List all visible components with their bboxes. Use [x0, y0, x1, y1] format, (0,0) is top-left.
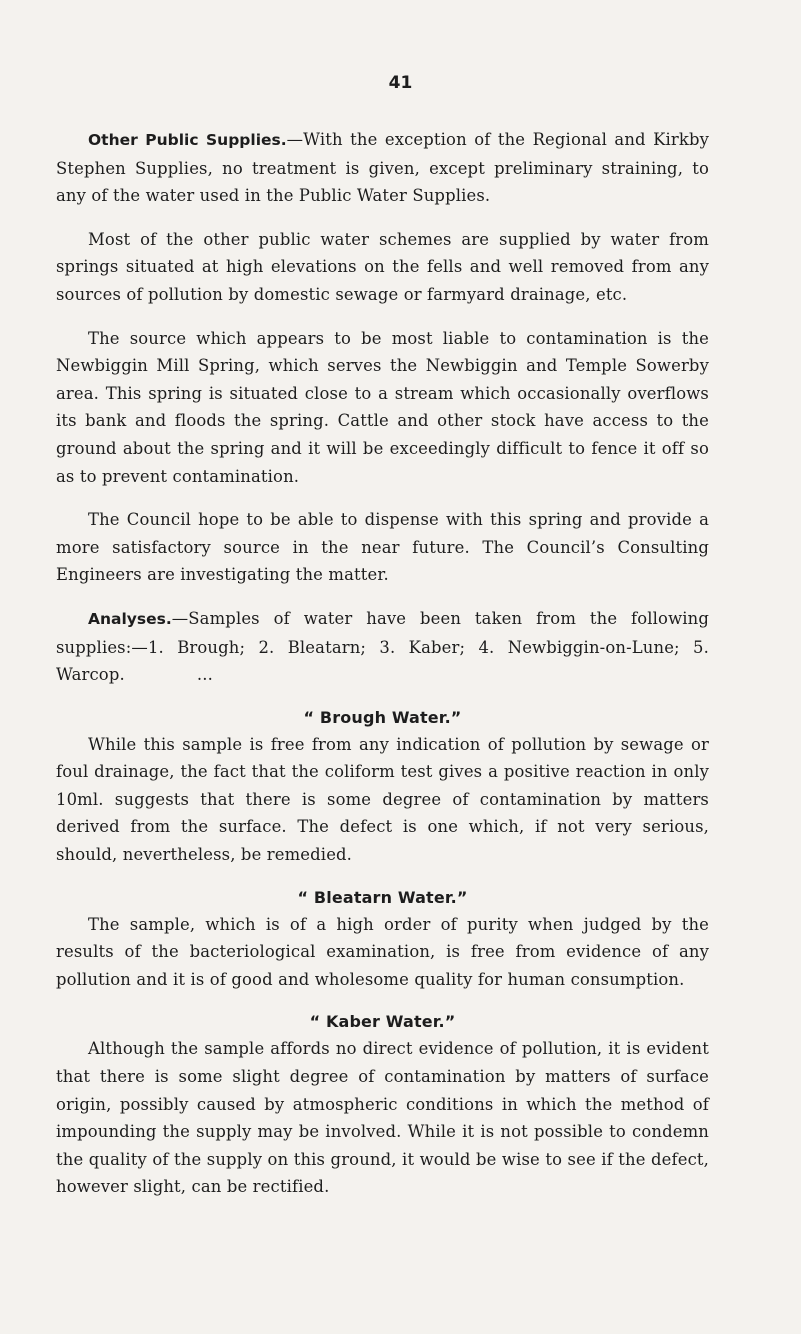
paragraph-other-public-supplies: [56, 126, 709, 210]
run-in-heading-analyses: Analyses.: [88, 609, 172, 628]
paragraph-bleatarn-water: [56, 911, 709, 994]
paragraph-analyses: [56, 605, 709, 689]
paragraph-text: The sample, which is of a high order of purity when judged by the results of the bacteriological examination, is free from evidence of any pollution and it is of good and wholesome quality for human consumption.: [56, 914, 709, 989]
ellipsis-mark: ...: [196, 665, 213, 685]
paragraph-text: —Samples of water have been taken from the following supplies:—1. Brough; 2. Bleatarn; 3. Kaber; 4. Newbiggin-on-Lune; 5. Warcop.: [56, 608, 709, 685]
paragraph-text: The Council hope to be able to dispense with this spring and provide a more satisfactory source in the near future. The Council’s Consulting Engineers are investigating the matter.: [56, 510, 709, 585]
subheading-brough-water: “ Brough Water.”: [303, 707, 462, 727]
paragraph-text: Although the sample affords no direct evidence of pollution, it is evident that there is some slight degree of contamination by matters of surface origin, possibly caused by atmospheric conditions in which the method of impounding the supply may be involved. While it is not possible to condemn the quality of the supply on this ground, it would be wise to see if the defect, however slight, can be rectified.: [56, 1039, 709, 1197]
paragraph-text: While this sample is free from any indication of pollution by sewage or foul drainage, the fact that the coliform test gives a positive reaction in only 10ml. suggests that there is some degree of contamination by matters derived from the surface. The defect is one which, if not very serious, should, nevertheless, be remedied.: [56, 734, 709, 865]
paragraph-kaber-water: [56, 1035, 709, 1201]
paragraph-brough-water: [56, 731, 709, 869]
page-content: [56, 126, 709, 1201]
page-number: 41: [388, 73, 413, 93]
paragraph-newbiggin-mill-spring: [56, 325, 709, 491]
paragraph-text: The source which appears to be most liable to contamination is the Newbiggin Mill Spring, which serves the Newbiggin and Temple Sowerby area. This spring is situated close to a stream which occasionally overflows its bank and floods the spring. Cattle and other stock have access to the ground about the spring and it will be exceedingly difficult to fence it off so as to prevent contamination.: [56, 328, 709, 486]
paragraph-other-schemes: [56, 226, 709, 309]
paragraph-council: [56, 506, 709, 589]
paragraph-text: —With the exception of the Regional and Kirkby Stephen Supplies, no treatment is given, except preliminary straining, to any of the water used in the Public Water Supplies.: [56, 130, 709, 206]
subheading-bleatarn-water: “ Bleatarn Water.”: [297, 887, 468, 907]
subheading-kaber-water: “ Kaber Water.”: [309, 1012, 456, 1032]
run-in-heading-other-public-supplies: Other Public Supplies.: [88, 131, 287, 149]
paragraph-text: Most of the other public water schemes are supplied by water from springs situated at high elevations on the fells and well removed from any sources of pollution by domestic sewage or farmyard drainage, etc.: [56, 229, 709, 304]
